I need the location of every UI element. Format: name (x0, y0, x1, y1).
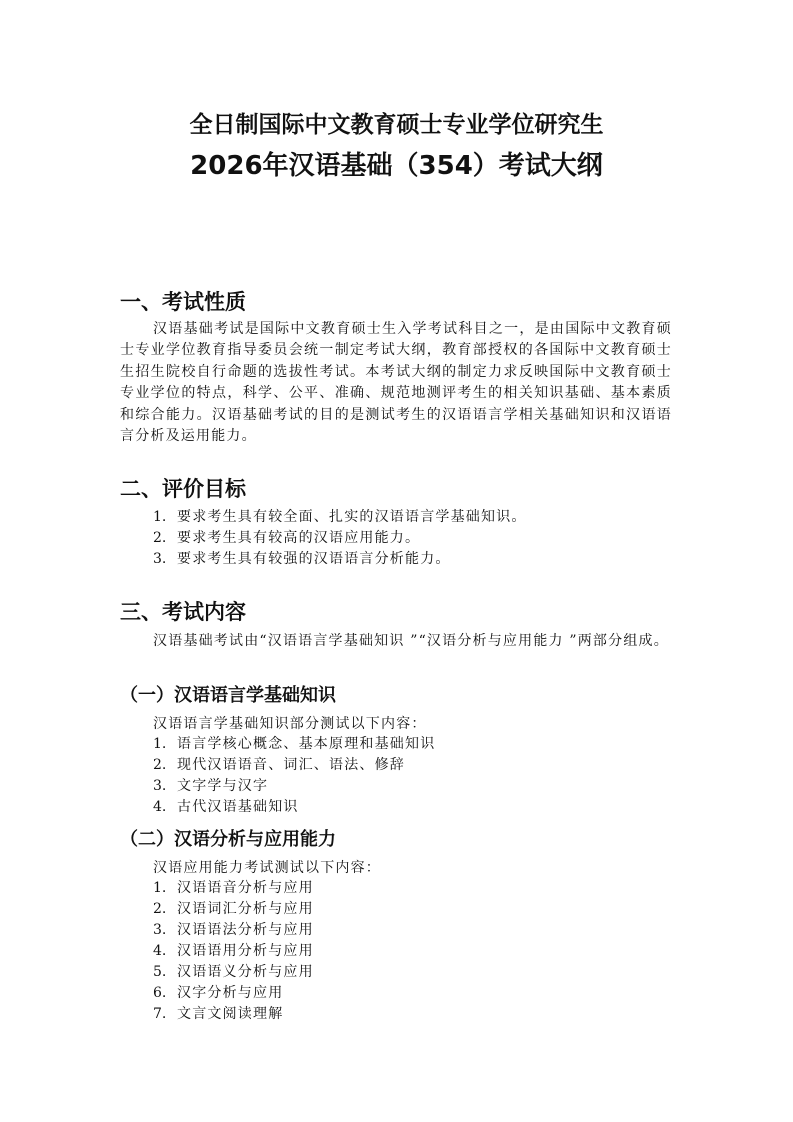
document-title-line1: 全日制国际中文教育硕士专业学位研究生 (189, 112, 604, 138)
list-item: 2. 要求考生具有较高的汉语应用能力。 (153, 530, 421, 546)
subsection-intro-knowledge: 汉语语言学基础知识部分测试以下内容： (153, 716, 427, 732)
section-heading-goals: 二、评价目标 (120, 477, 246, 501)
list-item-text: 文字学与汉字 (177, 778, 269, 794)
subsection-intro-application: 汉语应用能力考试测试以下内容： (153, 860, 381, 876)
list-item: 1. 语言学核心概念、基本原理和基础知识 (153, 736, 436, 752)
list-item-text: 汉语语用分析与应用 (177, 943, 314, 959)
list-item: 4. 古代汉语基础知识 (153, 799, 299, 815)
list-item: 3. 要求考生具有较强的汉语语言分析能力。 (153, 551, 451, 567)
section-paragraph-content: 汉语基础考试由“汉语语言学基础知识 ”“汉语分析与应用能力 ”两部分组成。 (153, 633, 669, 649)
list-item-text: 汉语语义分析与应用 (177, 964, 314, 980)
goals-list (153, 507, 527, 570)
section-heading-content: 三、考试内容 (120, 600, 246, 624)
list-item-text: 文言文阅读理解 (177, 1006, 284, 1022)
subsection-heading-knowledge: （一）汉语语言学基础知识 (120, 685, 336, 706)
document-title-line2: 2026年汉语基础（354）考试大纲 (190, 151, 603, 181)
application-list (153, 878, 314, 1025)
list-item-text: 汉字分析与应用 (177, 985, 284, 1001)
list-item-text: 古代汉语基础知识 (177, 799, 299, 815)
list-item-text: 要求考生具有较强的汉语语言分析能力。 (177, 551, 451, 567)
list-item-text: 要求考生具有较高的汉语应用能力。 (177, 530, 421, 546)
list-item: 6. 汉字分析与应用 (153, 985, 284, 1001)
list-item: 2. 汉语词汇分析与应用 (153, 901, 314, 917)
list-item: 4. 汉语语用分析与应用 (153, 943, 314, 959)
section-heading-nature: 一、考试性质 (120, 290, 246, 314)
list-item-text: 现代汉语语音、词汇、语法、修辞 (177, 757, 405, 773)
list-item: 3. 汉语语法分析与应用 (153, 922, 314, 938)
list-item: 1. 汉语语音分析与应用 (153, 880, 314, 896)
list-item: 3. 文字学与汉字 (153, 778, 269, 794)
list-item: 2. 现代汉语语音、词汇、语法、修辞 (153, 757, 405, 773)
list-item-text: 汉语语音分析与应用 (177, 880, 314, 896)
list-item: 5. 汉语语义分析与应用 (153, 964, 314, 980)
list-item-text: 汉语语法分析与应用 (177, 922, 314, 938)
list-item-text: 要求考生具有较全面、扎实的汉语语言学基础知识。 (177, 509, 527, 525)
subsection-heading-application: （二）汉语分析与应用能力 (120, 829, 336, 850)
list-item-text: 语言学核心概念、基本原理和基础知识 (177, 736, 436, 752)
list-item: 7. 文言文阅读理解 (153, 1006, 284, 1022)
knowledge-list (153, 734, 435, 818)
section-paragraph-nature: 汉语基础考试是国际中文教育硕士生入学考试科目之一，是由国际中文教育硕士专业学位教育指导委员会统一制定考试大纲，教育部授权的各国际中文教育硕士生招生院校自行命题的选拔性考试。本考试大纲的制定力求反映国际中文教育硕士专业学位的特点，科学、公平、准确、规范地测评考生的相关知识基础、基本素质和综合能力。汉语基础考试的目的是测试考生的汉语语言学相关基础知识和汉语语言分析及运用能力。 (120, 321, 672, 445)
list-item-text: 汉语词汇分析与应用 (177, 901, 314, 917)
list-item: 1. 要求考生具有较全面、扎实的汉语语言学基础知识。 (153, 509, 527, 525)
